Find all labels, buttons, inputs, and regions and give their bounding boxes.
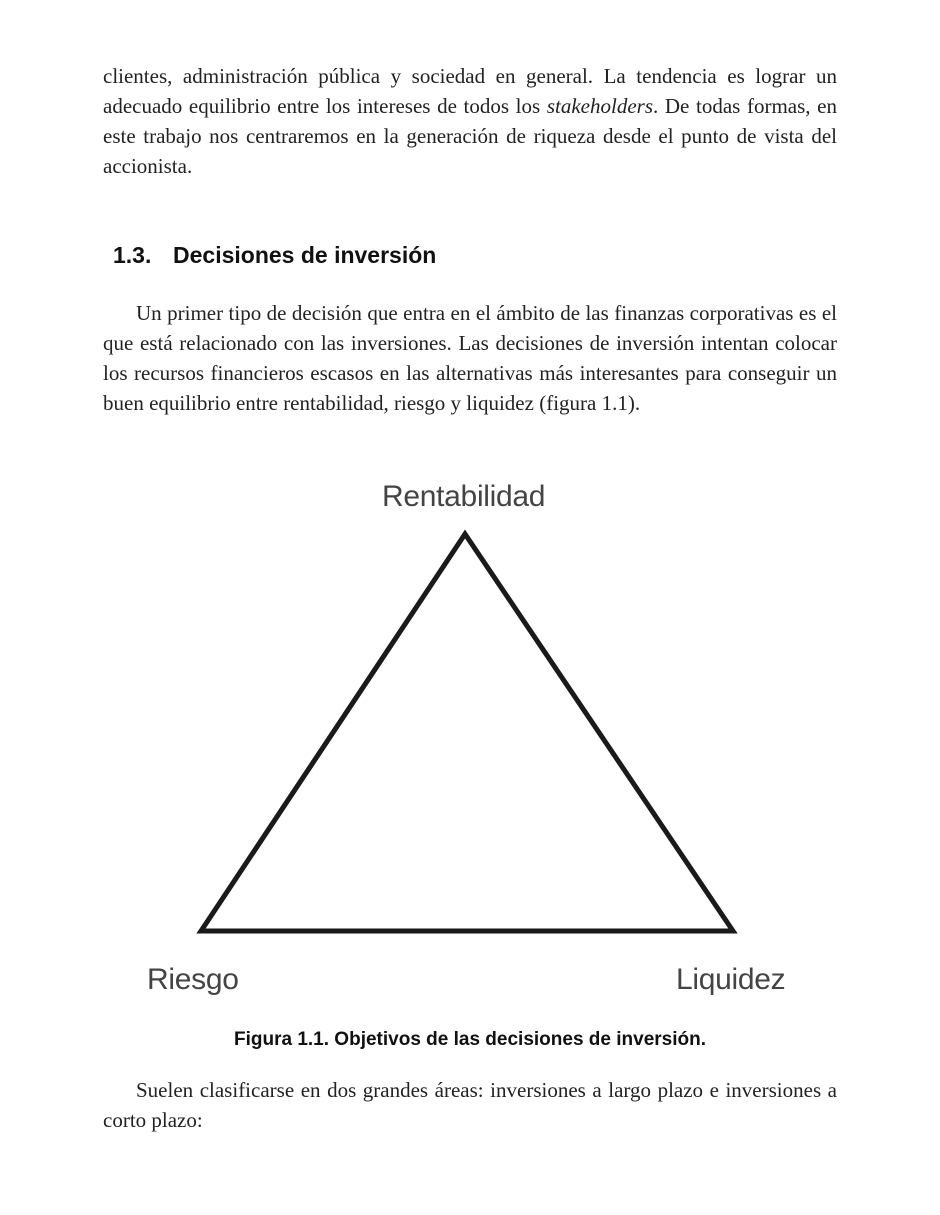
body-paragraph-1 (103, 61, 837, 181)
vertex-label-riesgo: Riesgo (147, 963, 239, 996)
section-number: 1.3. (113, 242, 152, 268)
body-paragraph-2: Un primer tipo de decisión que entra en el ámbito de las finanzas corporativas es el que está relacionado con las inversiones. Las decisiones de inversión intentan colocar los recursos financieros escasos en las alternativas más interesantes para conseguir un buen equilibrio entre rentabilidad, riesgo y liquidez (figura 1.1). (103, 301, 837, 415)
triangle-diagram (0, 470, 940, 1015)
figure-caption: Figura 1.1. Objetivos de las decisiones de inversión. (234, 1029, 706, 1050)
triangle-shape (201, 534, 733, 931)
section-heading (113, 242, 436, 269)
section-title: Decisiones de inversión (173, 242, 437, 268)
paragraph-1-text-start: clientes, administración pública y sociedad en general. La tendencia es lograr un adecuado equilibrio entre los intereses de todos los (103, 64, 837, 118)
stakeholders-term: stakeholders (546, 94, 653, 118)
figure-triangle-diagram (0, 470, 940, 1015)
body-paragraph-3: Suelen clasificarse en dos grandes áreas: inversiones a largo plazo e inversiones a corto plazo: (103, 1078, 837, 1132)
vertex-label-rentabilidad: Rentabilidad (382, 480, 546, 513)
vertex-label-liquidez: Liquidez (676, 963, 786, 996)
paragraph-1-text-end: . De todas formas, en este trabajo nos centraremos en la generación de riqueza desde el punto de vista del accionista. (103, 94, 838, 178)
